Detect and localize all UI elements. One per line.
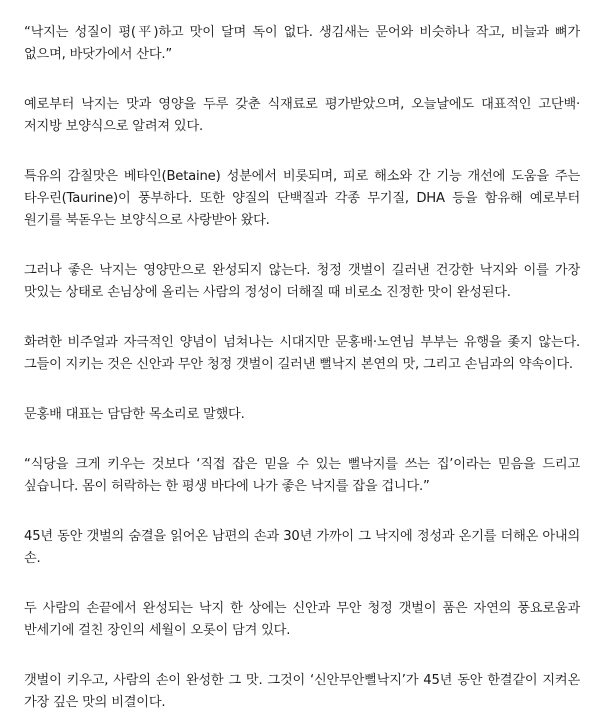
paragraph-hands: 45년 동안 갯벌의 숨결을 읽어온 남편의 손과 30년 가까이 그 낙지에 정성과 온기를 더해온 아내의 손. <box>24 529 580 566</box>
article-body <box>24 22 580 714</box>
paragraph-closing: 갯벌이 키우고, 사람의 손이 완성한 그 맛. 그것이 ‘신안무안뻘낙지’가 45년 동안 한결같이 지켜온 가장 깊은 맛의 비결이다. <box>24 673 580 710</box>
paragraph-couple: 화려한 비주얼과 자극적인 양념이 넘쳐나는 시대지만 문홍배·노연님 부부는 유행을 좇지 않는다. 그들이 지키는 것은 신안과 무안 청정 갯벌이 길러낸 뻘낙지 본연의 맛, 그리고 손님과의 약속이다. <box>24 335 580 372</box>
paragraph-taste-completion: 그러나 좋은 낙지는 영양만으로 완성되지 않는다. 청정 갯벌이 길러낸 건강한 낙지와 이를 가장 맛있는 상태로 손님상에 올리는 사람의 정성이 더해질 때 비로소 진정한 맛이 완성된다. <box>24 263 580 300</box>
paragraph-nutrients: 특유의 감칠맛은 베타인(Betaine) 성분에서 비롯되며, 피로 해소와 간 기능 개선에 도움을 주는 타우린(Taurine)이 풍부하다. 또한 양질의 단백질과 각종 무기질, DHA 등을 함유해 예로부터 원기를 북돋우는 보양식으로 사랑받아 왔다. <box>24 169 580 228</box>
paragraph-speaker-intro: 문홍배 대표는 담담한 목소리로 말했다. <box>24 407 245 422</box>
paragraph-owner-quote: “식당을 크게 키우는 것보다 ‘직접 잡은 믿을 수 있는 뻘낙지를 쓰는 집’이라는 믿음을 드리고 싶습니다. 몸이 허락하는 한 평생 바다에 나가 좋은 낙지를 잡을 겁니다.” <box>24 457 580 494</box>
paragraph-nutrition-intro: 예로부터 낙지는 맛과 영양을 두루 갖춘 식재료로 평가받았으며, 오늘날에도 대표적인 고단백·저지방 보양식으로 알려져 있다. <box>24 97 580 134</box>
paragraph-quote-intro: “낙지는 성질이 평(平)하고 맛이 달며 독이 없다. 생김새는 문어와 비슷하나 작고, 비늘과 뼈가 없으며, 바닷가에서 산다.” <box>24 25 580 62</box>
paragraph-table: 두 사람의 손끝에서 완성되는 낙지 한 상에는 신안과 무안 청정 갯벌이 품은 자연의 풍요로움과 반세기에 걸친 장인의 세월이 오롯이 담겨 있다. <box>24 601 580 638</box>
